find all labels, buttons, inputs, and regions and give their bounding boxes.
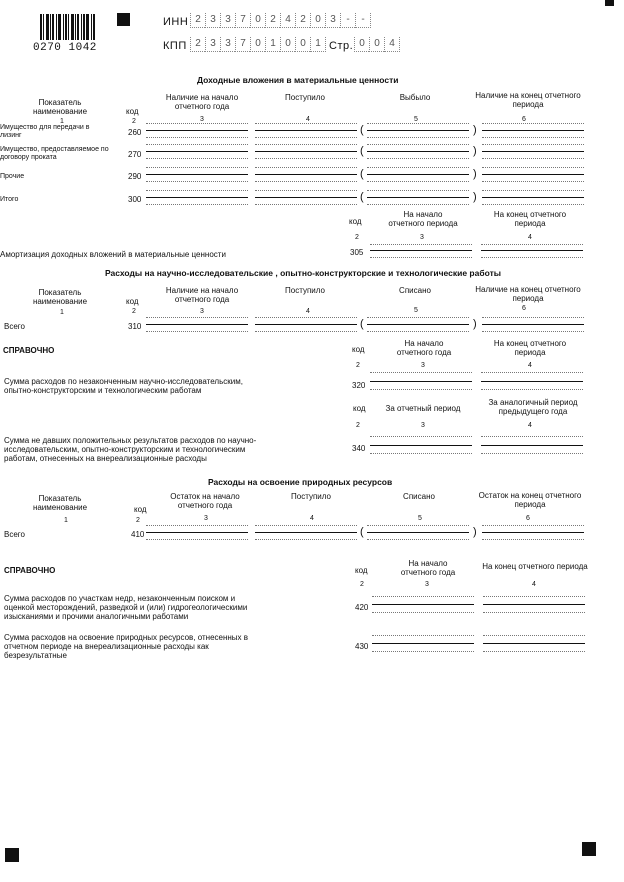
s3-col-out: Списано [403, 492, 435, 501]
page-digit-cell[interactable]: 0 [354, 37, 369, 52]
s2-row310-end-guide [482, 317, 584, 318]
ref1-num-3: 3 [421, 362, 425, 369]
inn-digit-cell[interactable]: 3 [325, 13, 340, 28]
kpp-digit-cell[interactable]: 3 [220, 37, 235, 52]
s3-row410-in-guide [255, 525, 357, 526]
s1-row-leasing-code: 260 [128, 128, 142, 137]
s3-row410-end-field[interactable] [482, 532, 584, 536]
s2-row310-in-field[interactable] [255, 324, 357, 328]
s1-row270-in-field[interactable] [255, 151, 357, 155]
s2-num-6: 6 [522, 305, 526, 312]
s1-row300-out-field[interactable] [367, 197, 469, 201]
kpp-digit-cell[interactable]: 0 [295, 37, 310, 52]
ref1-col-start: На начало отчетного года [396, 339, 452, 357]
s3-col-name: Показатель наименование [32, 494, 88, 512]
corner-marker-bottom-left [5, 848, 19, 862]
ref1-col-end: На конец отчетного периода [493, 339, 567, 357]
s1-row290-end-field[interactable] [482, 174, 584, 178]
ref2-420-end-field[interactable] [483, 604, 585, 608]
ref2-col-end: На конец отчетного периода [482, 562, 588, 571]
ref1-row340-code: 340 [352, 444, 366, 453]
section2-title: Расходы на научно-исследовательские , опытно-конструкторские и технологические работы [105, 268, 501, 278]
ref2-430-end-field[interactable] [483, 643, 585, 647]
s1-row300-out-guide [367, 190, 469, 191]
s1-row300-start-field[interactable] [146, 197, 248, 201]
s3-col-in: Поступило [291, 492, 331, 501]
amort-name: Амортизация доходных вложений в материальные ценности [0, 250, 226, 259]
s3-col-start: Остаток на начало отчетного года [170, 492, 240, 510]
corner-marker-bottom-right [582, 842, 596, 856]
s2-col-name: Показатель наименование [32, 288, 88, 306]
inn-digit-cell[interactable]: 0 [250, 13, 265, 28]
amort-num-2: 2 [355, 234, 359, 241]
inn-digit-cell[interactable]: 3 [205, 13, 220, 28]
ref1-num2-2: 2 [356, 422, 360, 429]
s2-num-5: 5 [414, 307, 418, 314]
s1-row300-in-guide [255, 204, 357, 205]
s2-row310-close-paren: ) [473, 318, 477, 330]
inn-label: ИНН [163, 16, 189, 28]
page-digit-cell[interactable]: 0 [369, 37, 384, 52]
s3-num-6: 6 [526, 515, 530, 522]
s1-row260-in-guide [255, 137, 357, 138]
kpp-digit-cell[interactable]: 1 [310, 37, 326, 52]
s1-row290-end-guide [482, 167, 584, 168]
s2-num-2: 2 [132, 308, 136, 315]
s2-row310-out-guide [367, 331, 469, 332]
s2-row310-out-field[interactable] [367, 324, 469, 328]
ref1-col-prev: За аналогичный период предыдущего года [488, 398, 578, 416]
inn-digit-cell[interactable]: 0 [310, 13, 325, 28]
s1-row270-in-guide [255, 144, 357, 145]
s1-row270-out-field[interactable] [367, 151, 469, 155]
ref2-num-2: 2 [360, 581, 364, 588]
s2-col-code: код [126, 297, 139, 306]
s1-row270-open-paren: ( [360, 145, 364, 157]
barcode [40, 14, 102, 40]
amort-start-field[interactable] [370, 250, 472, 254]
inn-digit-cell[interactable]: 2 [295, 13, 310, 28]
s3-num-4: 4 [310, 515, 314, 522]
s3-row410-out-guide [367, 539, 469, 540]
s2-row310-in-guide [255, 317, 357, 318]
s3-num-5: 5 [418, 515, 422, 522]
s1-row-total-code: 300 [128, 195, 142, 204]
s1-row260-start-field[interactable] [146, 130, 248, 134]
s1-row290-start-guide [146, 167, 248, 168]
s2-row310-end-guide [482, 331, 584, 332]
inn-cells [190, 13, 371, 28]
corner-marker-top-left [117, 13, 130, 26]
s1-row270-out-guide [367, 158, 469, 159]
s2-row310-in-guide [255, 331, 357, 332]
s2-row310-end-field[interactable] [482, 324, 584, 328]
s1-col-out: Выбыло [399, 93, 431, 102]
s1-row300-out-guide [367, 204, 469, 205]
s1-num-2: 2 [132, 118, 136, 125]
s1-row300-open-paren: ( [360, 191, 364, 203]
s3-row410-out-field[interactable] [367, 532, 469, 536]
s3-row410-start-guide [146, 539, 248, 540]
ref1-num2-3: 3 [421, 422, 425, 429]
amort-num-3: 3 [420, 234, 424, 241]
s1-row-rental-name: Имущество, предоставляемое по договору проката [0, 146, 109, 161]
s1-row-rental-code: 270 [128, 150, 142, 159]
s1-row290-out-guide [367, 181, 469, 182]
s1-row300-start-guide [146, 190, 248, 191]
s1-row270-in-guide [255, 158, 357, 159]
ref1-320-start-field[interactable] [370, 381, 472, 385]
inn-digit-cell[interactable]: 2 [265, 13, 280, 28]
s1-row260-start-guide [146, 137, 248, 138]
s2-col-start: Наличие на начало отчетного года [165, 286, 239, 304]
amort-num-4: 4 [528, 234, 532, 241]
kpp-digit-cell[interactable]: 0 [280, 37, 295, 52]
page-digit-cell[interactable]: 4 [384, 37, 400, 52]
s1-row290-end-guide [482, 181, 584, 182]
page-label: Стр. [329, 40, 354, 52]
s1-row300-in-guide [255, 190, 357, 191]
ref1-col-code-2: код [353, 404, 366, 413]
ref1-row320-code: 320 [352, 381, 366, 390]
amort-col-start: На начало отчетного периода [388, 210, 458, 228]
amort-col-code: код [349, 217, 362, 226]
amort-col-end: На конец отчетного периода [493, 210, 567, 228]
amort-code: 305 [350, 248, 364, 257]
ref2-420-start-field[interactable] [372, 604, 474, 608]
s1-row290-start-field[interactable] [146, 174, 248, 178]
s1-row290-in-field[interactable] [255, 174, 357, 178]
kpp-label: КПП [163, 40, 187, 52]
ref2-title: СПРАВОЧНО [4, 566, 56, 575]
ref1-title: СПРАВОЧНО [3, 346, 55, 355]
kpp-cells [190, 37, 326, 52]
s1-row270-start-guide [146, 144, 248, 145]
s1-row260-start-guide [146, 123, 248, 124]
inn-digit-cell[interactable]: - [340, 13, 355, 28]
s3-row-total-code: 410 [131, 530, 145, 539]
s3-row410-end-guide [482, 525, 584, 526]
s2-row310-open-paren: ( [360, 318, 364, 330]
s1-row300-close-paren: ) [473, 191, 477, 203]
s1-num-3: 3 [200, 116, 204, 123]
ref2-num-3: 3 [425, 581, 429, 588]
s1-num-1: 1 [60, 118, 64, 125]
ref1-num-2: 2 [356, 362, 360, 369]
inn-digit-cell[interactable]: - [355, 13, 371, 28]
s1-num-4: 4 [306, 116, 310, 123]
kpp-digit-cell[interactable]: 0 [250, 37, 265, 52]
page-cells [354, 37, 400, 52]
ref1-340-period-field[interactable] [370, 445, 472, 449]
s1-row-other-code: 290 [128, 172, 142, 181]
s2-num-3: 3 [200, 308, 204, 315]
s2-row-total-name: Всего [4, 322, 25, 331]
s2-row-total-code: 310 [128, 322, 142, 331]
s3-row410-end-guide [482, 539, 584, 540]
ref2-row420-code: 420 [355, 603, 369, 612]
s1-row270-start-guide [146, 158, 248, 159]
s3-row410-in-guide [255, 539, 357, 540]
s1-row290-out-field[interactable] [367, 174, 469, 178]
section3-title: Расходы на освоение природных ресурсов [208, 477, 393, 487]
ref2-row430-name: Сумма расходов на освоение природных ресурсов, отнесенных в отчетном периоде на внереализационные расходы как безрезультатные [4, 633, 249, 660]
s1-num-6: 6 [522, 116, 526, 123]
s2-col-in: Поступило [285, 286, 325, 295]
s2-row310-out-guide [367, 317, 469, 318]
s2-row310-start-guide [146, 331, 248, 332]
ref2-row430-code: 430 [355, 642, 369, 651]
ref2-430-start-field[interactable] [372, 643, 474, 647]
ref1-num-4: 4 [528, 362, 532, 369]
s1-row-leasing-name: Имущество для передачи в лизинг [0, 124, 90, 139]
s2-row310-start-guide [146, 317, 248, 318]
section1-title: Доходные вложения в материальные ценности [197, 75, 399, 85]
s1-row260-end-guide [482, 137, 584, 138]
s1-col-in: Поступило [285, 93, 325, 102]
ref1-row340-name: Сумма не давших положительных результатов расходов по научно-исследовательским, опытно-конструкторским и технологическим работам, отнесенных на внереализационные расходы [4, 436, 257, 463]
s1-row270-end-field[interactable] [482, 151, 584, 155]
s2-row310-start-field[interactable] [146, 324, 248, 328]
ref2-col-code: код [355, 566, 368, 575]
s3-row410-in-field[interactable] [255, 532, 357, 536]
barcode-number: 0270 1042 [33, 42, 97, 54]
inn-digit-cell[interactable]: 4 [280, 13, 295, 28]
ref2-num-4: 4 [532, 581, 536, 588]
s3-row410-start-guide [146, 525, 248, 526]
ref1-320-end-field[interactable] [481, 381, 583, 385]
kpp-digit-cell[interactable]: 3 [205, 37, 220, 52]
s1-row270-out-guide [367, 144, 469, 145]
ref1-row320-name: Сумма расходов по незаконченным научно-исследовательским, опытно-конструкторским и технологическим работам [4, 377, 243, 395]
s1-row300-in-field[interactable] [255, 197, 357, 201]
kpp-digit-cell[interactable]: 2 [190, 37, 205, 52]
s1-row290-open-paren: ( [360, 168, 364, 180]
s1-row270-close-paren: ) [473, 145, 477, 157]
s1-row260-open-paren: ( [360, 124, 364, 136]
s1-row290-in-guide [255, 181, 357, 182]
s1-row-other-name: Прочие [0, 173, 25, 180]
ref2-col-start: На начало отчетного года [400, 559, 456, 577]
s1-row290-start-guide [146, 181, 248, 182]
s1-num-5: 5 [414, 116, 418, 123]
s1-col-code: код [126, 107, 139, 116]
s3-row410-out-guide [367, 525, 469, 526]
inn-digit-cell[interactable]: 2 [190, 13, 205, 28]
ref1-col-code: код [352, 345, 365, 354]
s1-row300-end-guide [482, 204, 584, 205]
s3-row-total-name: Всего [4, 530, 25, 539]
s1-row270-end-guide [482, 144, 584, 145]
s2-col-out: Списано [399, 286, 431, 295]
s1-col-name: Показатель наименование [32, 98, 88, 116]
kpp-digit-cell[interactable]: 7 [235, 37, 250, 52]
ref1-num2-4: 4 [528, 422, 532, 429]
s3-row410-start-field[interactable] [146, 532, 248, 536]
inn-digit-cell[interactable]: 3 [220, 13, 235, 28]
s1-row300-start-guide [146, 204, 248, 205]
s1-row260-close-paren: ) [473, 124, 477, 136]
corner-marker-top-right [605, 0, 614, 6]
s1-row-total-name: Итого [0, 196, 19, 203]
s3-col-code: код [134, 505, 147, 514]
s2-num-4: 4 [306, 308, 310, 315]
s3-row410-open-paren: ( [360, 526, 364, 538]
s1-row300-end-guide [482, 190, 584, 191]
s1-row260-out-field[interactable] [367, 130, 469, 134]
inn-digit-cell[interactable]: 7 [235, 13, 250, 28]
s3-num-1: 1 [64, 517, 68, 524]
s1-row260-in-field[interactable] [255, 130, 357, 134]
ref2-row420-name: Сумма расходов по участкам недр, незаконченным поиском и оценкой месторождений, разведкой и (или) гидрогеологическими изысканиями и прочими аналогичными работами [4, 594, 248, 621]
s1-row260-in-guide [255, 123, 357, 124]
s1-col-end: Наличие на конец отчетного периода [475, 91, 581, 109]
s3-num-2: 2 [136, 517, 140, 524]
s1-row290-out-guide [367, 167, 469, 168]
s1-row260-end-guide [482, 123, 584, 124]
s1-row270-end-guide [482, 158, 584, 159]
s3-col-end: Остаток на конец отчетного периода [478, 491, 582, 509]
s1-row290-close-paren: ) [473, 168, 477, 180]
s1-row300-end-field[interactable] [482, 197, 584, 201]
s1-row260-end-field[interactable] [482, 130, 584, 134]
s1-row260-out-guide [367, 123, 469, 124]
ref1-col-period: За отчетный период [385, 404, 461, 413]
s3-num-3: 3 [204, 515, 208, 522]
s1-row270-start-field[interactable] [146, 151, 248, 155]
kpp-digit-cell[interactable]: 1 [265, 37, 280, 52]
s2-col-end: Наличие на конец отчетного периода [475, 285, 581, 303]
s1-col-start: Наличие на начало отчетного года [165, 93, 239, 111]
s2-num-1: 1 [60, 309, 64, 316]
s3-row410-close-paren: ) [473, 526, 477, 538]
ref1-340-prev-field[interactable] [481, 445, 583, 449]
amort-end-field[interactable] [481, 250, 583, 254]
s1-row290-in-guide [255, 167, 357, 168]
s1-row260-out-guide [367, 137, 469, 138]
